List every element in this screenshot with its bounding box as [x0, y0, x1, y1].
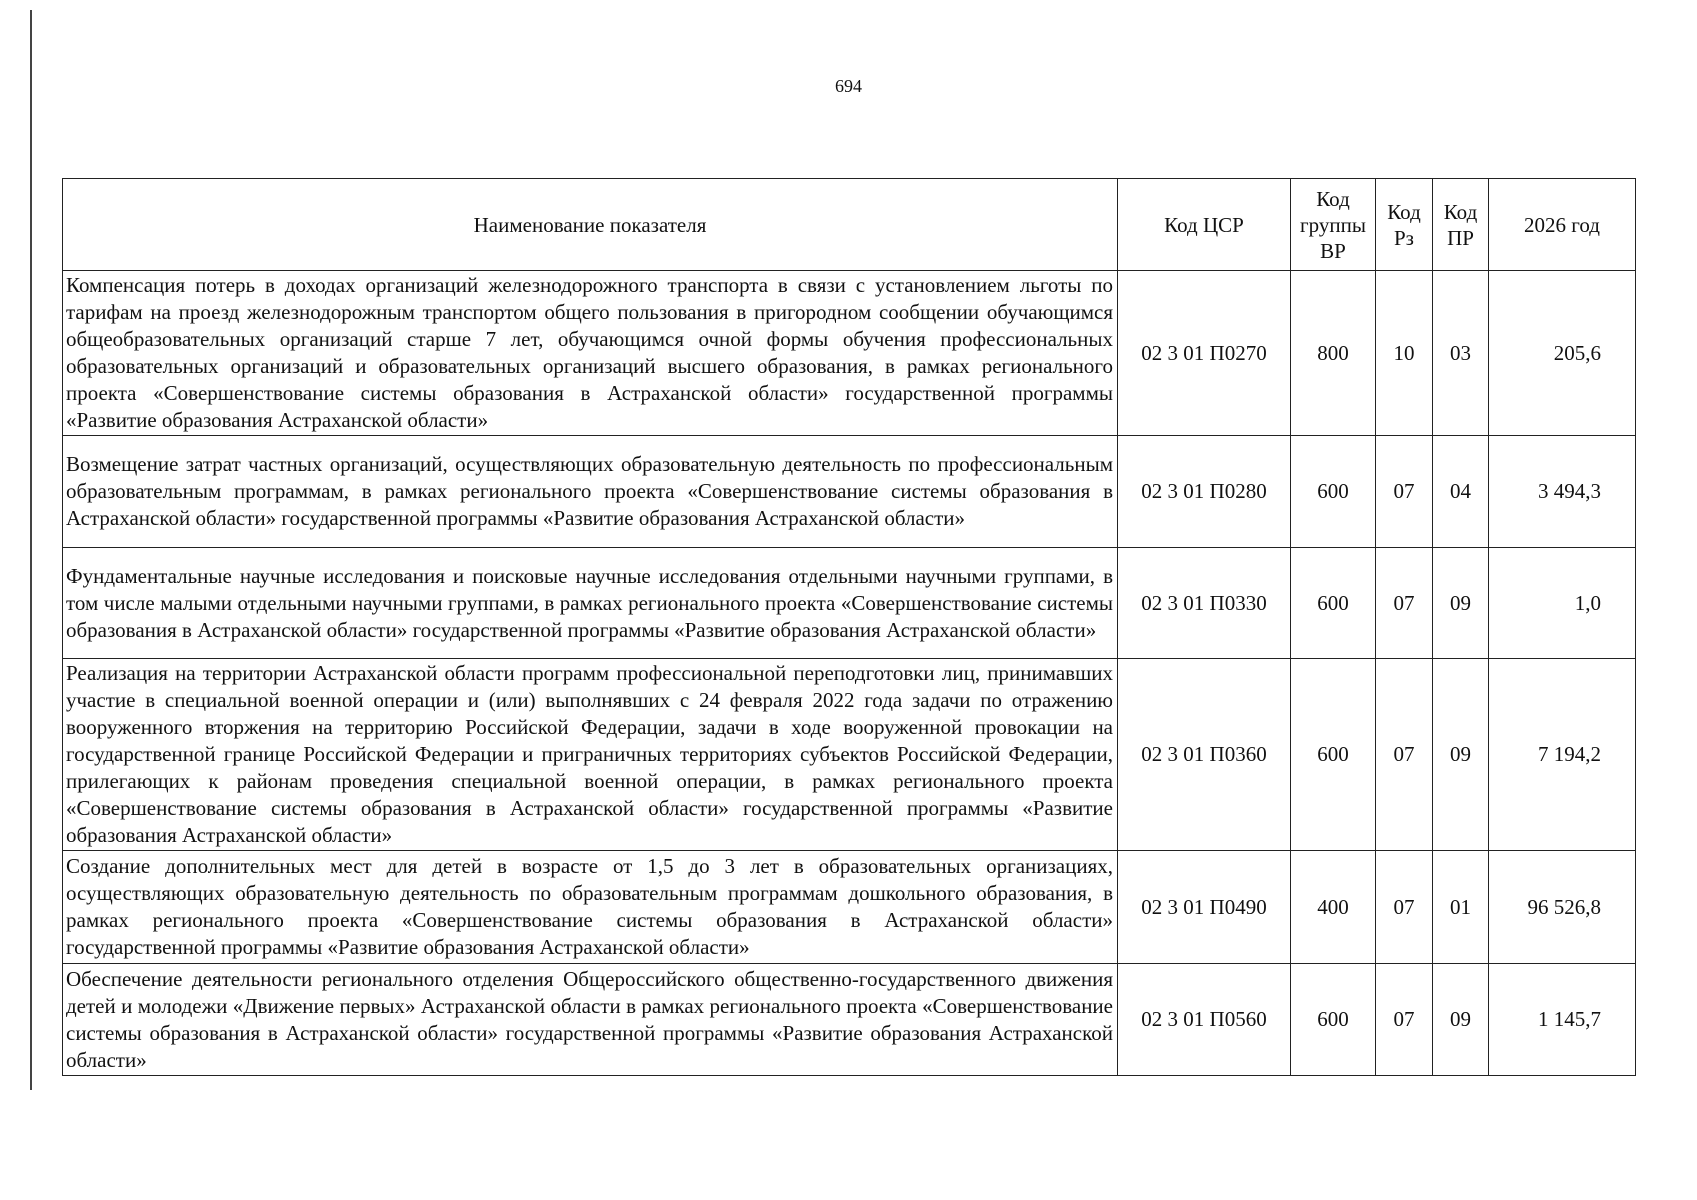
cell-name: Реализация на территории Астраханской области программ профессиональной переподготовки лиц, принимавших участие в специальной военной операции и (или) выполнявших с 24 февраля 2022 года задачи по отражению вооруженного вторжения на территорию Российской Федерации, задачи в ходе вооруженной провокации на государственной границе Российской Федерации и приграничных территориях субъектов Российской Федерации, прилегающих к районам проведения специальной военной операции, в рамках регионального проекта «Совершенствование системы образования в Астраханской области» государственной программы «Развитие образования Астраханской области» — [63, 659, 1118, 851]
cell-csr: 02 3 01 П0330 — [1118, 548, 1291, 659]
cell-pr: 03 — [1433, 271, 1489, 436]
cell-vr: 600 — [1291, 548, 1376, 659]
cell-csr: 02 3 01 П0360 — [1118, 659, 1291, 851]
cell-vr: 400 — [1291, 851, 1376, 964]
header-name: Наименование показателя — [63, 179, 1118, 271]
header-pr: Код ПР — [1433, 179, 1489, 271]
page-number: 694 — [835, 76, 862, 96]
table-row — [63, 851, 1636, 964]
table-row — [63, 436, 1636, 548]
cell-pr: 09 — [1433, 548, 1489, 659]
cell-csr: 02 3 01 П0560 — [1118, 964, 1291, 1076]
cell-rz: 07 — [1376, 659, 1433, 851]
left-margin-line — [30, 10, 32, 1090]
header-rz: Код Рз — [1376, 179, 1433, 271]
cell-amount: 1 145,7 — [1489, 964, 1636, 1076]
cell-pr: 01 — [1433, 851, 1489, 964]
table-header-row — [63, 179, 1636, 271]
cell-pr: 09 — [1433, 659, 1489, 851]
cell-pr: 04 — [1433, 436, 1489, 548]
table-row — [63, 964, 1636, 1076]
table-row — [63, 659, 1636, 851]
cell-vr: 600 — [1291, 436, 1376, 548]
header-vr: Код группы ВР — [1291, 179, 1376, 271]
cell-amount: 7 194,2 — [1489, 659, 1636, 851]
cell-name: Обеспечение деятельности регионального отделения Общероссийского общественно-государственного движения детей и молодежи «Движение первых» Астраханской области в рамках регионального проекта «Совершенствование системы образования в Астраханской области» государственной программы «Развитие образования Астраханской области» — [63, 964, 1118, 1076]
cell-amount: 3 494,3 — [1489, 436, 1636, 548]
cell-amount: 96 526,8 — [1489, 851, 1636, 964]
cell-name: Компенсация потерь в доходах организаций железнодорожного транспорта в связи с установлением льготы по тарифам на проезд железнодорожным транспортом общего пользования в пригородном сообщении обучающимся общеобразовательных организаций старше 7 лет, обучающимся очной формы обучения профессиональных образовательных организаций и образовательных организаций высшего образования, в рамках регионального проекта «Совершенствование системы образования в Астраханской области» государственной программы «Развитие образования Астраханской области» — [63, 271, 1118, 436]
cell-rz: 07 — [1376, 964, 1433, 1076]
header-csr: Код ЦСР — [1118, 179, 1291, 271]
cell-rz: 07 — [1376, 851, 1433, 964]
cell-name: Возмещение затрат частных организаций, осуществляющих образовательную деятельность по профессиональным образовательным программам, в рамках регионального проекта «Совершенствование системы образования в Астраханской области» государственной программы «Развитие образования Астраханской области» — [63, 436, 1118, 548]
cell-vr: 600 — [1291, 659, 1376, 851]
cell-name: Создание дополнительных мест для детей в возрасте от 1,5 до 3 лет в образовательных организациях, осуществляющих образовательную деятельность по образовательным программам дошкольного образования, в рамках регионального проекта «Совершенствование системы образования в Астраханской области» государственной программы «Развитие образования Астраханской области» — [63, 851, 1118, 964]
cell-rz: 10 — [1376, 271, 1433, 436]
cell-vr: 600 — [1291, 964, 1376, 1076]
budget-table — [62, 178, 1636, 1076]
cell-amount: 205,6 — [1489, 271, 1636, 436]
cell-csr: 02 3 01 П0270 — [1118, 271, 1291, 436]
header-year: 2026 год — [1489, 179, 1636, 271]
cell-rz: 07 — [1376, 436, 1433, 548]
table-row — [63, 548, 1636, 659]
cell-amount: 1,0 — [1489, 548, 1636, 659]
cell-csr: 02 3 01 П0490 — [1118, 851, 1291, 964]
cell-csr: 02 3 01 П0280 — [1118, 436, 1291, 548]
cell-rz: 07 — [1376, 548, 1433, 659]
cell-name: Фундаментальные научные исследования и поисковые научные исследования отдельными научными группами, в том числе малыми отдельными научными группами, в рамках регионального проекта «Совершенствование системы образования в Астраханской области» государственной программы «Развитие образования Астраханской области» — [63, 548, 1118, 659]
table-row — [63, 271, 1636, 436]
cell-vr: 800 — [1291, 271, 1376, 436]
cell-pr: 09 — [1433, 964, 1489, 1076]
